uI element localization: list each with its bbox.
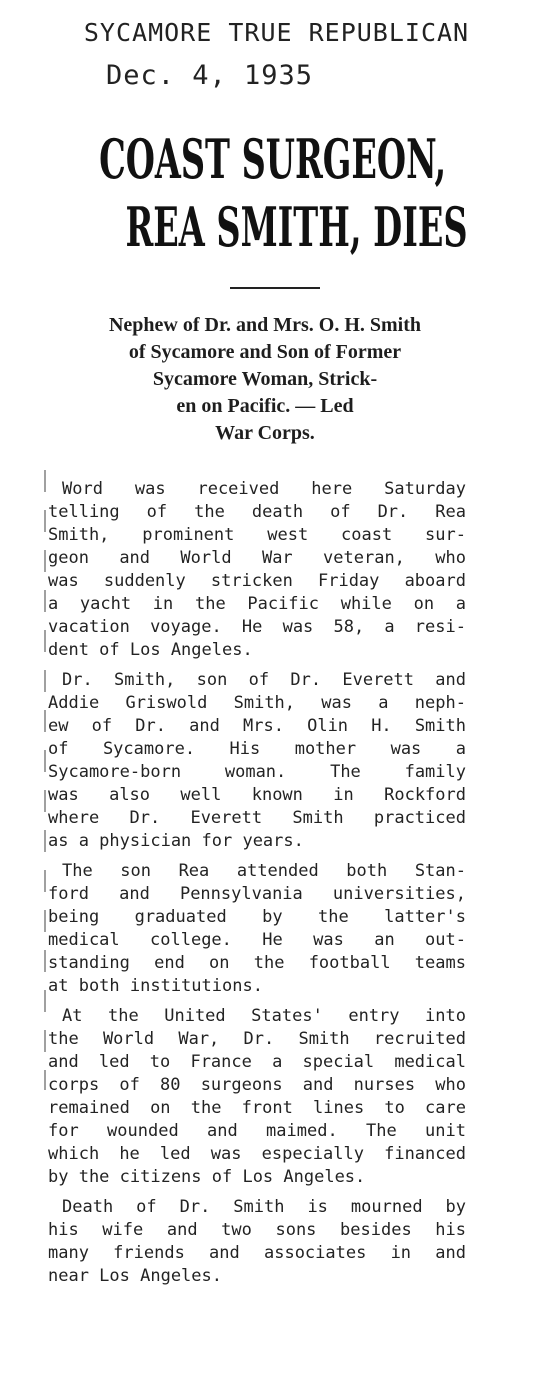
text-line: at both institutions.: [48, 976, 263, 996]
deck-line: Sycamore Woman, Strick-: [152, 368, 378, 390]
headline-divider: [230, 287, 320, 289]
paragraph: [48, 860, 466, 998]
deck-line: War Corps.: [215, 422, 315, 444]
text-line: vacation voyage. He was 58, a resi-: [48, 617, 466, 637]
text-line: Death of Dr. Smith is mourned by: [62, 1197, 466, 1217]
text-line: many friends and associates in and: [48, 1243, 466, 1263]
text-line: Dr. Smith, son of Dr. Everett and: [62, 670, 466, 690]
text-line: standing end on the football teams: [48, 953, 466, 973]
text-line: At the United States' entry into: [62, 1006, 466, 1026]
paragraph: [48, 478, 466, 662]
paragraph: [48, 669, 466, 853]
deck-line: of Sycamore and Son of Former: [128, 341, 402, 363]
deck-line: en on Pacific. — Led: [176, 395, 354, 417]
text-line: Word was received here Saturday: [62, 479, 466, 499]
newspaper-masthead: SYCAMORE TRUE REPUBLICAN: [83, 18, 470, 47]
text-line: ew of Dr. and Mrs. Olin H. Smith: [48, 716, 466, 736]
headline-line-2: REA SMITH, DIES: [125, 195, 468, 259]
text-line: Addie Griswold Smith, was a neph-: [48, 693, 466, 713]
text-line: as a physician for years.: [48, 831, 304, 851]
text-line: ford and Pennsylvania universities,: [48, 884, 466, 904]
text-line: Sycamore-born woman. The family: [48, 762, 466, 782]
text-line: of Sycamore. His mother was a: [48, 739, 466, 759]
text-line: dent of Los Angeles.: [48, 640, 253, 660]
text-line: telling of the death of Dr. Rea: [48, 502, 466, 522]
text-line: the World War, Dr. Smith recruited: [48, 1029, 466, 1049]
text-line: Smith, prominent west coast sur-: [48, 525, 466, 545]
headline-line-1: COAST SURGEON,: [99, 127, 447, 191]
text-line: was also well known in Rockford: [48, 785, 466, 805]
text-line: by the citizens of Los Angeles.: [48, 1167, 366, 1187]
article-body: [48, 478, 466, 1295]
text-line: near Los Angeles.: [48, 1266, 222, 1286]
text-line: which he led was especially financed: [48, 1144, 466, 1164]
text-line: and led to France a special medical: [48, 1052, 466, 1072]
text-line: his wife and two sons besides his: [48, 1220, 466, 1240]
text-line: The son Rea attended both Stan-: [62, 861, 466, 881]
text-line: medical college. He was an out-: [48, 930, 466, 950]
text-line: where Dr. Everett Smith practiced: [48, 808, 466, 828]
text-line: geon and World War veteran, who: [48, 548, 466, 568]
publication-date: Dec. 4, 1935: [106, 60, 314, 91]
subheadline-deck: [45, 312, 485, 447]
text-line: being graduated by the latter's: [48, 907, 466, 927]
deck-line: Nephew of Dr. and Mrs. O. H. Smith: [108, 314, 422, 336]
text-line: was suddenly stricken Friday aboard: [48, 571, 466, 591]
paragraph: [48, 1196, 466, 1288]
paragraph: [48, 1005, 466, 1189]
column-rule: [44, 470, 46, 1090]
text-line: corps of 80 surgeons and nurses who: [48, 1075, 466, 1095]
text-line: for wounded and maimed. The unit: [48, 1121, 466, 1141]
text-line: a yacht in the Pacific while on a: [48, 594, 466, 614]
text-line: remained on the front lines to care: [48, 1098, 466, 1118]
